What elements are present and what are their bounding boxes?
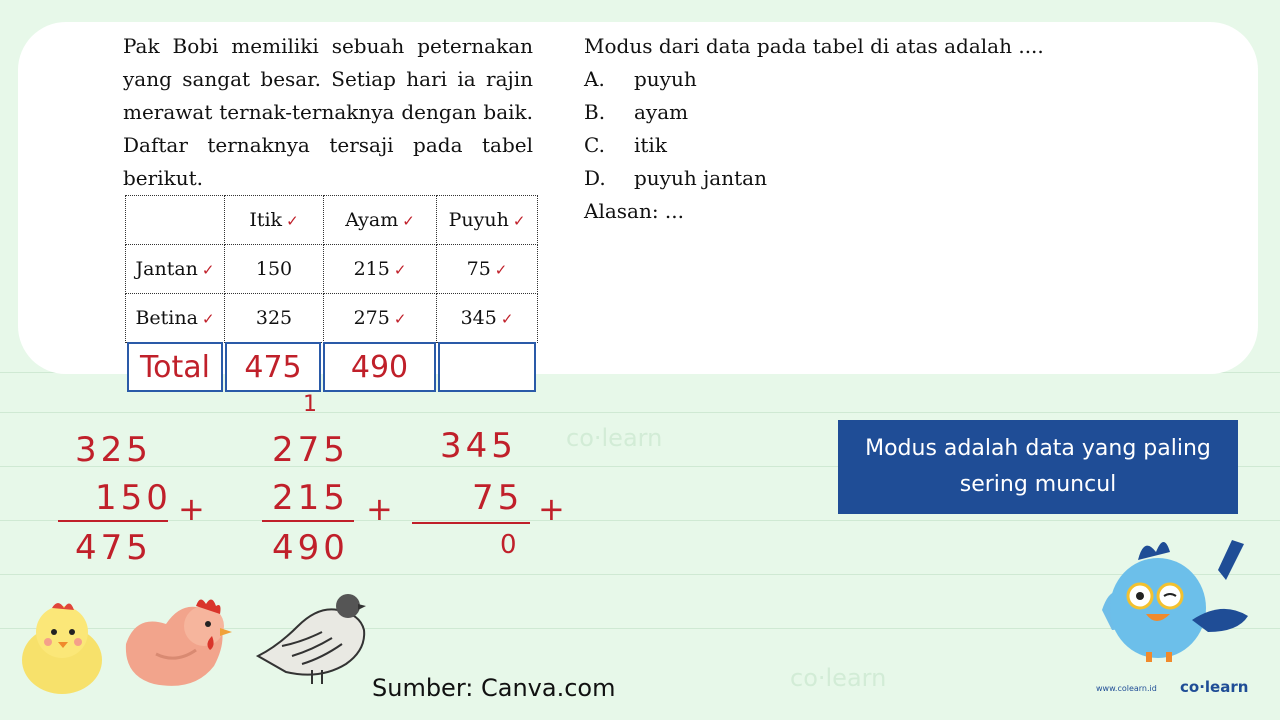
calc-2-carry: 1 xyxy=(303,392,321,417)
option-d[interactable]: D. puyuh jantan xyxy=(584,166,767,190)
calc-3-line xyxy=(412,522,530,524)
table-row xyxy=(126,245,538,294)
calc-3-top: 345 xyxy=(440,426,517,466)
reason-prompt: Alasan: ... xyxy=(584,199,684,223)
table-header-cell: Puyuh ✓ xyxy=(437,196,538,245)
mascot-bird-icon xyxy=(1088,530,1258,670)
total-label: Total xyxy=(127,342,223,392)
row-label-cell: Jantan ✓ xyxy=(126,245,225,294)
hen-icon xyxy=(116,592,238,696)
table-cell: 345 ✓ xyxy=(437,294,538,343)
calc-2-result: 490 xyxy=(272,528,349,568)
question-stem: Modus dari data pada tabel di atas adalah .... xyxy=(584,34,1044,58)
brand-watermark: co·learn xyxy=(566,424,663,452)
brand-url[interactable]: www.colearn.id xyxy=(1096,684,1157,693)
calc-2-bottom: 215 xyxy=(272,478,349,518)
quail-icon xyxy=(252,586,368,688)
brand-watermark: co·learn xyxy=(790,664,887,692)
calc-1-line xyxy=(58,520,168,522)
plus-sign: + xyxy=(178,490,205,528)
calc-2-line xyxy=(262,520,354,522)
image-source: Sumber: Canva.com xyxy=(372,674,616,702)
calc-1-top: 325 xyxy=(75,430,152,470)
option-b[interactable]: B. ayam xyxy=(584,100,689,124)
table-cell: 215 ✓ xyxy=(324,245,437,294)
table-cell: 75 ✓ xyxy=(437,245,538,294)
table-cell: 150 xyxy=(225,245,324,294)
calc-3-bottom: 75 xyxy=(472,478,524,518)
calc-2-top: 275 xyxy=(272,430,349,470)
livestock-table xyxy=(125,195,538,343)
total-value-ayam: 490 xyxy=(323,342,436,392)
table-cell: 325 xyxy=(225,294,324,343)
brand-logo: co·learn xyxy=(1180,678,1249,696)
question-block xyxy=(584,30,1104,228)
plus-sign: + xyxy=(366,490,393,528)
table-header-cell: Itik ✓ xyxy=(225,196,324,245)
total-value-puyuh xyxy=(438,342,536,392)
chick-icon xyxy=(18,598,106,696)
calc-1-bottom: 150 xyxy=(95,478,172,518)
problem-text: Pak Bobi memiliki sebuah peternakan yang sangat besar. Setiap hari ia rajin merawat ternak-ternaknya dengan baik. Daftar ternaknya tersaji pada tabel berikut. xyxy=(123,34,533,190)
table-row xyxy=(126,294,538,343)
calc-1-result: 475 xyxy=(75,528,152,568)
table-header-row xyxy=(126,196,538,245)
plus-sign: + xyxy=(538,490,565,528)
table-cell: 275 ✓ xyxy=(324,294,437,343)
row-label-cell: Betina ✓ xyxy=(126,294,225,343)
calc-3-result: 0 xyxy=(500,530,521,560)
table-corner-cell xyxy=(126,196,225,245)
table-header-cell: Ayam ✓ xyxy=(324,196,437,245)
total-value-itik: 475 xyxy=(225,342,321,392)
mode-definition-note: Modus adalah data yang paling sering muncul xyxy=(838,420,1238,514)
option-c[interactable]: C. itik xyxy=(584,133,667,157)
option-a[interactable]: A. puyuh xyxy=(584,67,697,91)
